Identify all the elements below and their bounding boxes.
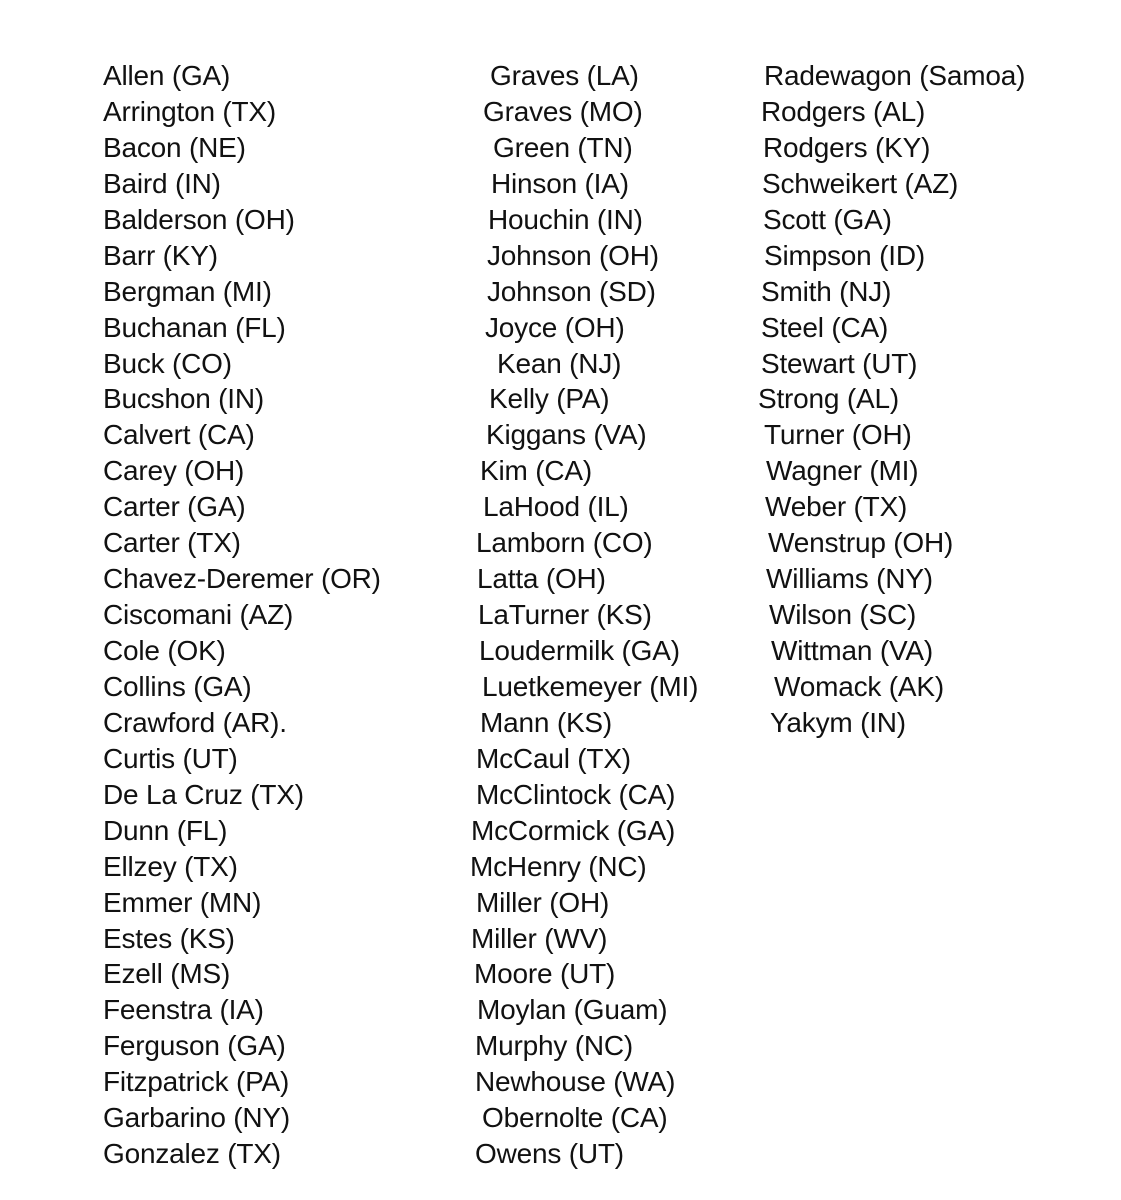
name-entry: Graves (MO)	[483, 95, 643, 127]
name-entry: Hinson (IA)	[491, 167, 629, 199]
name-entry: Carey (OH)	[103, 455, 245, 487]
name-entry: Simpson (ID)	[764, 239, 925, 271]
name-entry: Scott (GA)	[763, 203, 892, 235]
name-entry: Ciscomani (AZ)	[103, 599, 294, 631]
name-entry: Graves (LA)	[490, 60, 639, 91]
name-entry: Williams (NY)	[766, 563, 933, 595]
name-entry: Lamborn (CO)	[476, 527, 653, 559]
name-column-1	[103, 58, 381, 1172]
name-entry: Turner (OH)	[764, 419, 912, 451]
name-entry: LaTurner (KS)	[478, 599, 652, 631]
name-entry: Calvert (CA)	[103, 419, 255, 451]
name-entry: Gonzalez (TX)	[103, 1138, 281, 1170]
name-entry: Estes (KS)	[103, 922, 235, 954]
name-entry: Emmer (MN)	[103, 886, 262, 918]
name-entry: Feenstra (IA)	[103, 994, 264, 1026]
name-entry: Wilson (SC)	[769, 599, 917, 631]
name-entry: Schweikert (AZ)	[762, 167, 959, 199]
name-entry: Arrington (TX)	[103, 95, 277, 127]
name-entry: Chavez-Deremer (OR)	[103, 563, 381, 595]
name-entry: Murphy (NC)	[475, 1030, 634, 1062]
name-entry: Stewart (UT)	[761, 347, 918, 379]
name-entry: Carter (GA)	[103, 491, 246, 523]
name-entry: Moylan (Guam)	[477, 994, 668, 1026]
name-entry: Kean (NJ)	[497, 347, 622, 379]
name-entry: Wagner (MI)	[766, 455, 919, 487]
name-entry: LaHood (IL)	[483, 491, 629, 523]
name-entry: Loudermilk (GA)	[479, 635, 680, 666]
name-column-3	[758, 58, 1025, 741]
name-entry: Newhouse (WA)	[475, 1066, 676, 1098]
name-entry: Bucshon (IN)	[103, 383, 264, 415]
name-entry: Luetkemeyer (MI)	[482, 670, 699, 702]
name-entry: McClintock (CA)	[476, 778, 676, 810]
name-entry: Houchin (IN)	[488, 203, 643, 235]
name-entry: Radewagon (Samoa)	[764, 60, 1026, 91]
name-entry: Yakym (IN)	[770, 706, 906, 738]
name-entry: Obernolte (CA)	[482, 1102, 668, 1134]
name-entry: Johnson (OH)	[487, 239, 659, 271]
name-entry: McCaul (TX)	[476, 742, 631, 774]
name-entry: Dunn (FL)	[103, 814, 228, 846]
name-entry: Womack (AK)	[774, 670, 944, 702]
name-entry: Moore (UT)	[474, 958, 616, 990]
name-entry: Ellzey (TX)	[103, 850, 238, 882]
name-entry: Wittman (VA)	[771, 635, 933, 666]
name-entry: Buck (CO)	[103, 347, 232, 379]
name-entry: Owens (UT)	[475, 1138, 624, 1170]
name-entry: McCormick (GA)	[471, 814, 676, 846]
name-entry: Johnson (SD)	[487, 275, 656, 307]
name-entry: Steel (CA)	[761, 311, 889, 343]
name-entry: Ezell (MS)	[103, 958, 231, 990]
name-entry: Bergman (MI)	[103, 275, 272, 307]
name-entry: Miller (OH)	[476, 886, 610, 918]
name-entry: Rodgers (AL)	[761, 95, 926, 127]
name-entry: McHenry (NC)	[470, 850, 647, 882]
name-entry: Kelly (PA)	[489, 383, 610, 415]
name-entry: Allen (GA)	[103, 60, 231, 91]
name-entry: Carter (TX)	[103, 527, 241, 559]
name-entry: Wenstrup (OH)	[768, 527, 954, 559]
name-entry: Weber (TX)	[765, 491, 908, 523]
name-entry: Bacon (NE)	[103, 131, 246, 163]
name-entry: Fitzpatrick (PA)	[103, 1066, 290, 1098]
name-entry: Balderson (OH)	[103, 203, 295, 235]
name-entry: Garbarino (NY)	[103, 1102, 291, 1134]
name-entry: Kiggans (VA)	[486, 419, 647, 451]
name-entry: Buchanan (FL)	[103, 311, 286, 343]
name-entry: Cole (OK)	[103, 635, 226, 666]
name-entry: De La Cruz (TX)	[103, 778, 304, 810]
name-entry: Miller (WV)	[471, 922, 608, 954]
name-entry: Mann (KS)	[480, 706, 613, 738]
name-entry: Latta (OH)	[477, 563, 606, 595]
name-entry: Smith (NJ)	[761, 275, 892, 307]
name-column-2	[470, 58, 698, 1172]
name-entry: Collins (GA)	[103, 670, 252, 702]
name-entry: Barr (KY)	[103, 239, 218, 271]
name-entry: Kim (CA)	[480, 455, 592, 487]
name-entry: Curtis (UT)	[103, 742, 238, 774]
name-entry: Baird (IN)	[103, 167, 221, 199]
name-entry: Joyce (OH)	[485, 311, 625, 343]
name-entry: Strong (AL)	[758, 383, 899, 415]
name-entry: Rodgers (KY)	[763, 131, 931, 163]
name-entry: Ferguson (GA)	[103, 1030, 286, 1062]
name-entry: Crawford (AR).	[103, 706, 287, 738]
name-entry: Green (TN)	[493, 131, 633, 163]
